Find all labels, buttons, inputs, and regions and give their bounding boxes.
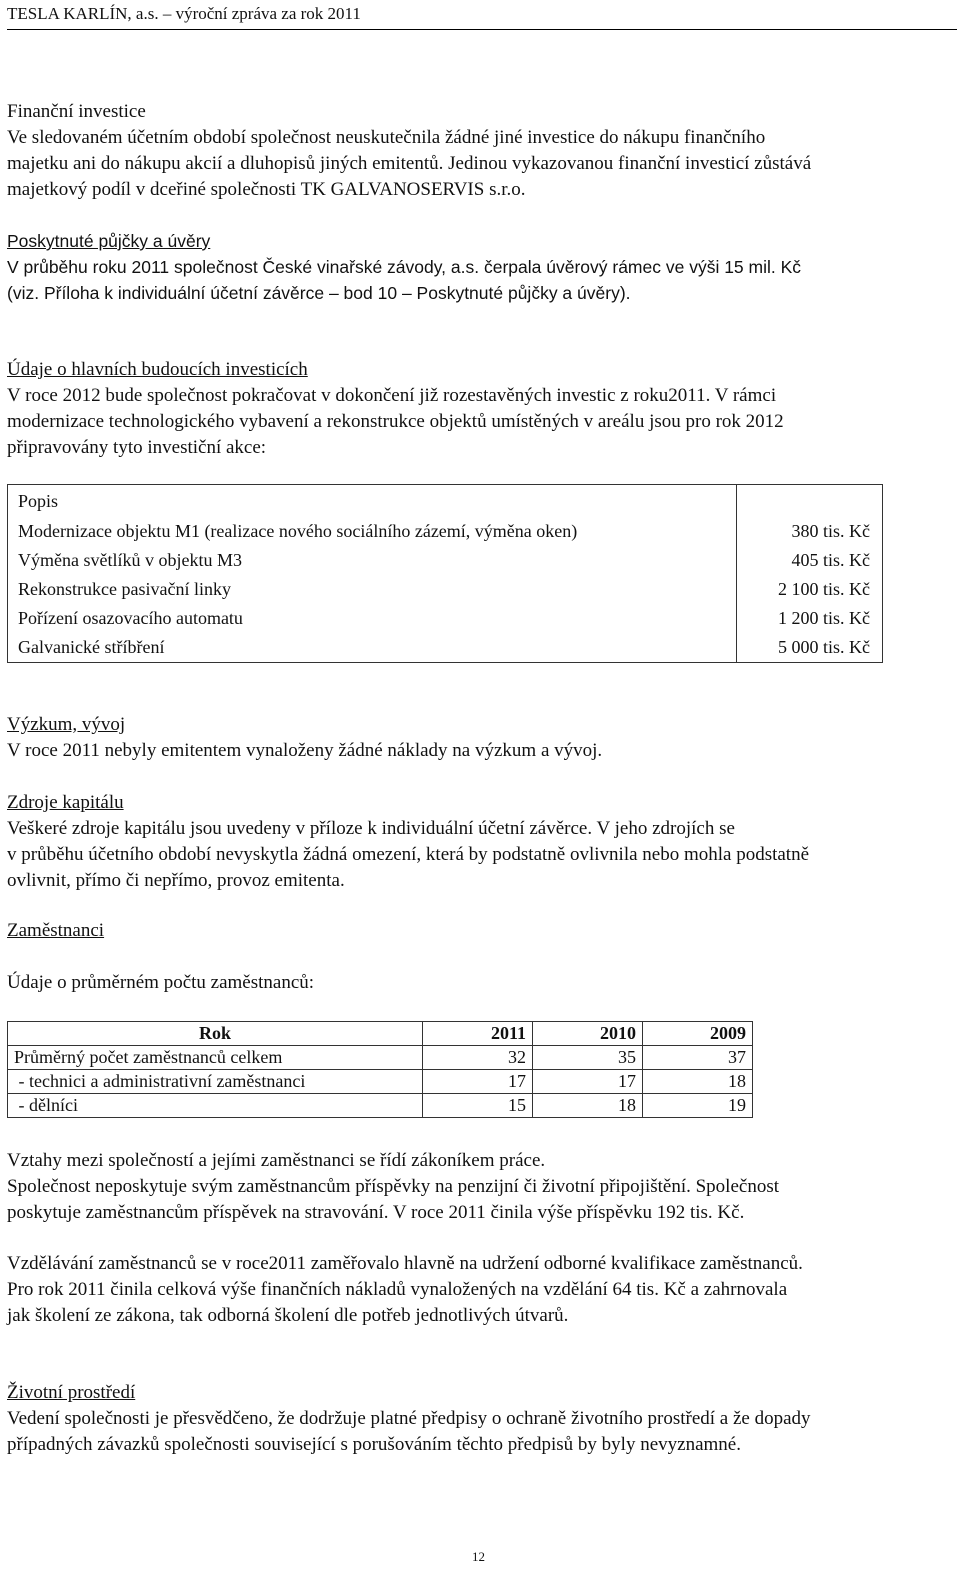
capital-sources-heading: Zdroje kapitálu — [7, 792, 124, 813]
employees-row-value: 17 — [423, 1070, 533, 1094]
investment-amount-cell — [737, 485, 883, 663]
investment-description: Galvanické stříbření — [18, 637, 165, 657]
financial-investment-line: majetkový podíl v dceřiné společnosti TK GALVANOSERVIS s.r.o. — [7, 179, 526, 200]
research-text: V roce 2011 nebyly emitentem vynaloženy žádné náklady na výzkum a vývoj. — [7, 740, 603, 761]
future-investments-heading: Údaje o hlavních budoucích investicích — [7, 359, 308, 380]
employees-col-header: 2011 — [423, 1022, 533, 1046]
investment-table — [7, 484, 883, 663]
loans-heading: Poskytnuté půjčky a úvěry — [7, 231, 211, 251]
employees-row-value: 18 — [533, 1094, 643, 1118]
employees-para-line: Společnost neposkytuje svým zaměstnancům příspěvky na penzijní či životní připojištění. Společnost — [7, 1176, 780, 1197]
employees-para-line: poskytuje zaměstnancům příspěvek na stravování. V roce 2011 činila výše příspěvku 192 tis. Kč. — [7, 1202, 745, 1223]
employees-table-row — [8, 1094, 753, 1118]
employees-row-label: Průměrný počet zaměstnanců celkem — [8, 1046, 423, 1070]
environment-line: Vedení společnosti je přesvědčeno, že dodržuje platné předpisy o ochraně životního prostředí a že dopady — [7, 1408, 811, 1429]
employees-table-row — [8, 1046, 753, 1070]
loans-section — [7, 228, 953, 306]
employees-para-line: jak školení ze zákona, tak odborná školení dle potřeb jednotlivých útvarů. — [7, 1305, 569, 1326]
employees-row-value: 17 — [533, 1070, 643, 1094]
financial-investment-heading: Finanční investice — [7, 101, 146, 122]
employees-paragraph-1 — [7, 1148, 953, 1226]
header-dash: – — [162, 4, 172, 23]
financial-investment-line: majetku ani do nákupu akcií a dluhopisů jiných emitentů. Jedinou vykazovanou finanční investicí zůstává — [7, 153, 812, 174]
employees-row-value: 18 — [643, 1070, 753, 1094]
investment-table-header: Popis — [18, 491, 59, 511]
investment-table-row — [8, 485, 883, 663]
investment-amount: 5 000 tis. Kč — [778, 637, 870, 657]
environment-line: případných závazků společnosti související s porušováním těchto předpisů by byly nevyznamné. — [7, 1434, 741, 1455]
capital-sources-line: Veškeré zdroje kapitálu jsou uvedeny v příloze k individuální účetní závěrce. V jeho zdrojích se — [7, 818, 735, 839]
page-number: 12 — [472, 1549, 485, 1564]
employees-subheading-block — [7, 970, 953, 996]
employees-heading: Zaměstnanci — [7, 920, 105, 941]
financial-investment-line: Ve sledovaném účetním období společnost neuskutečnila žádné jiné investice do nákupu finančního — [7, 127, 766, 148]
employees-para-line: Vztahy mezi společností a jejími zaměstnanci se řídí zákoníkem práce. — [7, 1150, 546, 1171]
employees-row-label: - dělníci — [8, 1094, 423, 1118]
future-investments-line: V roce 2012 bude společnost pokračovat v dokončení již rozestavěných investic z roku2011. V rámci — [7, 385, 777, 406]
investment-amount: 380 tis. Kč — [791, 521, 870, 541]
employees-row-value: 19 — [643, 1094, 753, 1118]
employees-table — [7, 1021, 753, 1118]
environment-heading: Životní prostředí — [7, 1382, 136, 1403]
employees-row-label: - technici a administrativní zaměstnanci — [8, 1070, 423, 1094]
investment-description: Rekonstrukce pasivační linky — [18, 579, 231, 599]
future-investments-section — [7, 357, 953, 461]
investment-description: Výměna světlíků v objektu M3 — [18, 550, 242, 570]
employees-row-value: 35 — [533, 1046, 643, 1070]
employees-col-header: 2009 — [643, 1022, 753, 1046]
employees-row-value: 32 — [423, 1046, 533, 1070]
investment-description: Modernizace objektu M1 (realizace nového sociálního zázemí, výměna oken) — [18, 521, 578, 541]
employees-col-header: 2010 — [533, 1022, 643, 1046]
investment-amount: 1 200 tis. Kč — [778, 608, 870, 628]
employees-table-header-row — [8, 1022, 753, 1046]
employees-subheading: Údaje o průměrném počtu zaměstnanců: — [7, 972, 315, 993]
capital-sources-line: ovlivnit, přímo či nepřímo, provoz emitenta. — [7, 870, 345, 891]
employees-para-line: Pro rok 2011 činila celková výše finančních nákladů vynaložených na vzdělání 64 tis. Kč a zahrnovala — [7, 1279, 788, 1300]
header-report-title: výroční zpráva za rok 2011 — [175, 4, 361, 23]
investment-amount: 2 100 tis. Kč — [778, 579, 870, 599]
employees-section — [7, 918, 953, 944]
future-investments-line: připravovány tyto investiční akce: — [7, 437, 267, 458]
loans-line: V průběhu roku 2011 společnost České vinařské závody, a.s. čerpala úvěrový rámec ve výši 15 mil. Kč — [7, 257, 802, 277]
employees-para-line: Vzdělávání zaměstnanců se v roce2011 zaměřovalo hlavně na udržení odborné kvalifikace zaměstnanců. — [7, 1253, 803, 1274]
future-investments-line: modernizace technologického vybavení a rekonstrukce objektů umístěných v areálu jsou pro rok 2012 — [7, 411, 784, 432]
employees-table-row — [8, 1070, 753, 1094]
employees-row-value: 15 — [423, 1094, 533, 1118]
capital-sources-section — [7, 790, 953, 894]
employees-col-header: Rok — [8, 1022, 423, 1046]
loans-line: (viz. Příloha k individuální účetní závěrce – bod 10 – Poskytnuté půjčky a úvěry). — [7, 283, 631, 303]
employees-row-value: 37 — [643, 1046, 753, 1070]
running-header — [7, 3, 957, 30]
capital-sources-line: v průběhu účetního období nevyskytla žádná omezení, která by podstatně ovlivnila nebo mohla podstatně — [7, 844, 810, 865]
investment-description-cell — [8, 485, 737, 663]
employees-paragraph-2 — [7, 1251, 953, 1329]
research-section — [7, 712, 953, 764]
investment-amount-header-blank — [747, 485, 870, 517]
environment-section — [7, 1380, 953, 1458]
research-heading: Výzkum, vývoj — [7, 714, 126, 735]
investment-amount: 405 tis. Kč — [791, 550, 870, 570]
investment-description: Pořízení osazovacího automatu — [18, 608, 243, 628]
header-company: TESLA KARLÍN, a.s. — [7, 4, 159, 23]
financial-investment-section — [7, 99, 953, 203]
